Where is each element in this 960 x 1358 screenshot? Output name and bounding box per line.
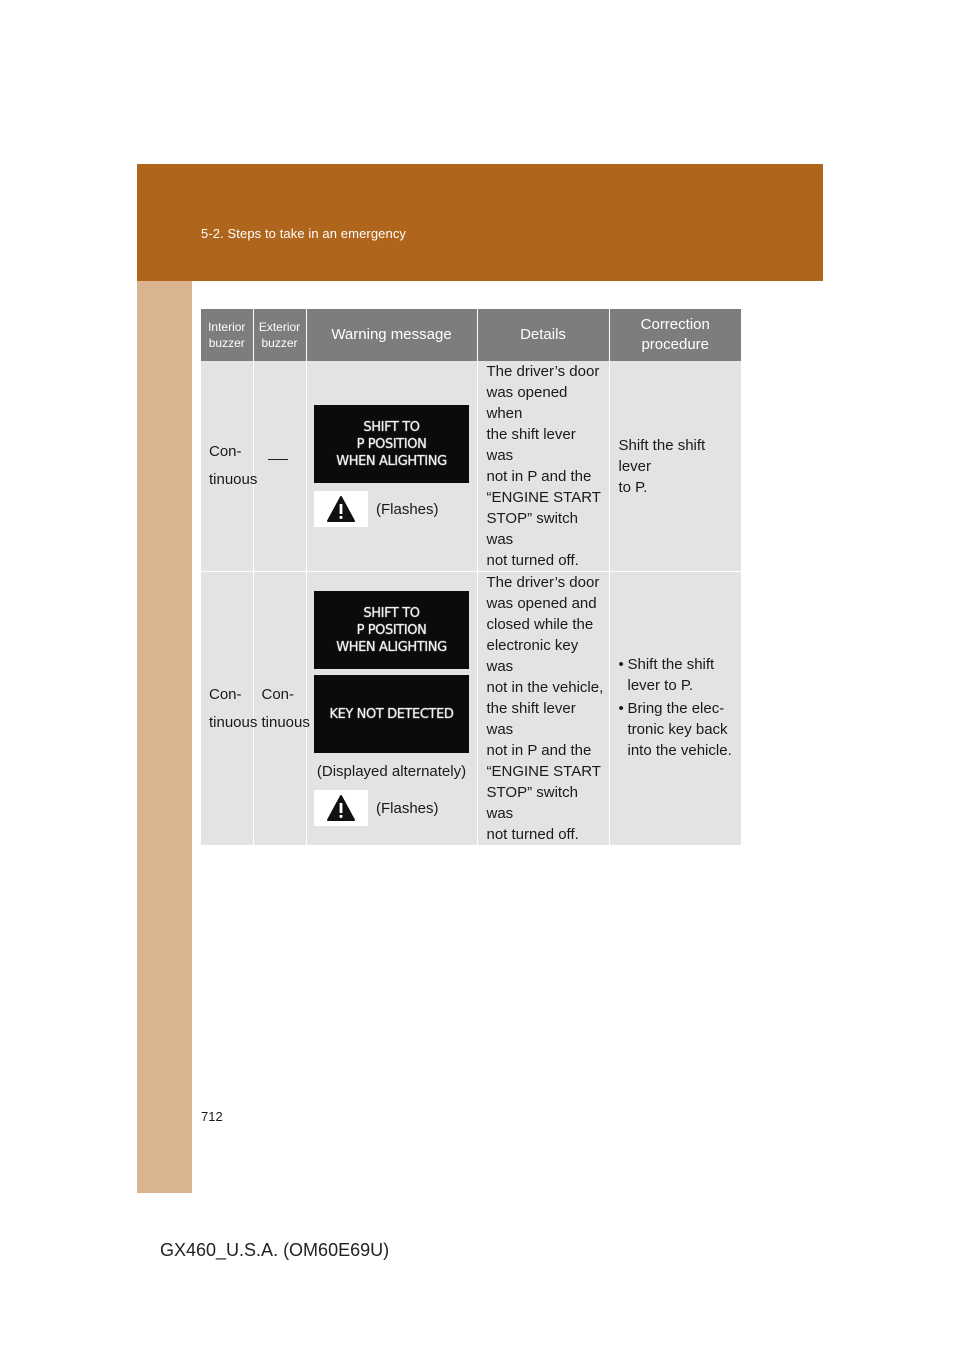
display-shift-to-p: SHIFT TO P POSITION WHEN ALIGHTING <box>314 405 469 483</box>
warning-table <box>201 309 741 846</box>
list-item: • Bring the elec- tronic key back into the vehicle. <box>619 698 738 761</box>
display-shift-to-p: SHIFT TO P POSITION WHEN ALIGHTING <box>314 591 469 669</box>
correction-cell <box>609 572 741 846</box>
warning-triangle-icon <box>314 491 368 527</box>
table-header-row <box>201 309 741 361</box>
warning-message-cell <box>306 572 477 846</box>
displayed-alternately-note: (Displayed alternately) <box>316 763 467 780</box>
interior-buzzer-cell: Con- tinuous <box>201 572 253 846</box>
section-title: 5-2. Steps to take in an emergency <box>201 226 407 241</box>
exterior-buzzer-cell <box>253 361 306 572</box>
table-row <box>201 361 741 572</box>
header-correction-procedure: Correction procedure <box>609 309 741 361</box>
details-cell: The driver’s door was opened when the shift lever was not in P and the “ENGINE START STOP” switch was not turned off. <box>477 361 609 572</box>
header-warning-message: Warning message <box>306 309 477 361</box>
display-key-not-detected: KEY NOT DETECTED <box>314 675 469 753</box>
footer-document-code: GX460_U.S.A. (OM60E69U) <box>160 1240 390 1260</box>
warning-triangle-icon <box>314 790 368 826</box>
header-interior-buzzer: Interior buzzer <box>201 309 253 361</box>
exterior-buzzer-cell: Con- tinuous <box>253 572 306 846</box>
side-strip <box>137 281 192 1193</box>
warning-message-cell <box>306 361 477 572</box>
list-item: • Shift the shift lever to P. <box>619 654 738 696</box>
flashes-note: (Flashes) <box>376 799 439 817</box>
flashes-note: (Flashes) <box>376 500 439 518</box>
header-details: Details <box>477 309 609 361</box>
correction-list <box>619 654 738 761</box>
warning-indicator <box>314 491 469 527</box>
table-row <box>201 572 741 846</box>
correction-cell: Shift the shift lever to P. <box>609 361 741 572</box>
page-number: 712 <box>201 1109 223 1124</box>
warning-indicator <box>314 790 469 826</box>
header-band <box>137 164 823 281</box>
interior-buzzer-cell: Con- tinuous <box>201 361 253 572</box>
none-dash <box>268 459 288 460</box>
details-cell: The driver’s door was opened and closed while the electronic key was not in the vehicle, the shift lever was not in P and the “ENGINE START STOP” switch was not turned off. <box>477 572 609 846</box>
header-exterior-buzzer: Exterior buzzer <box>253 309 306 361</box>
